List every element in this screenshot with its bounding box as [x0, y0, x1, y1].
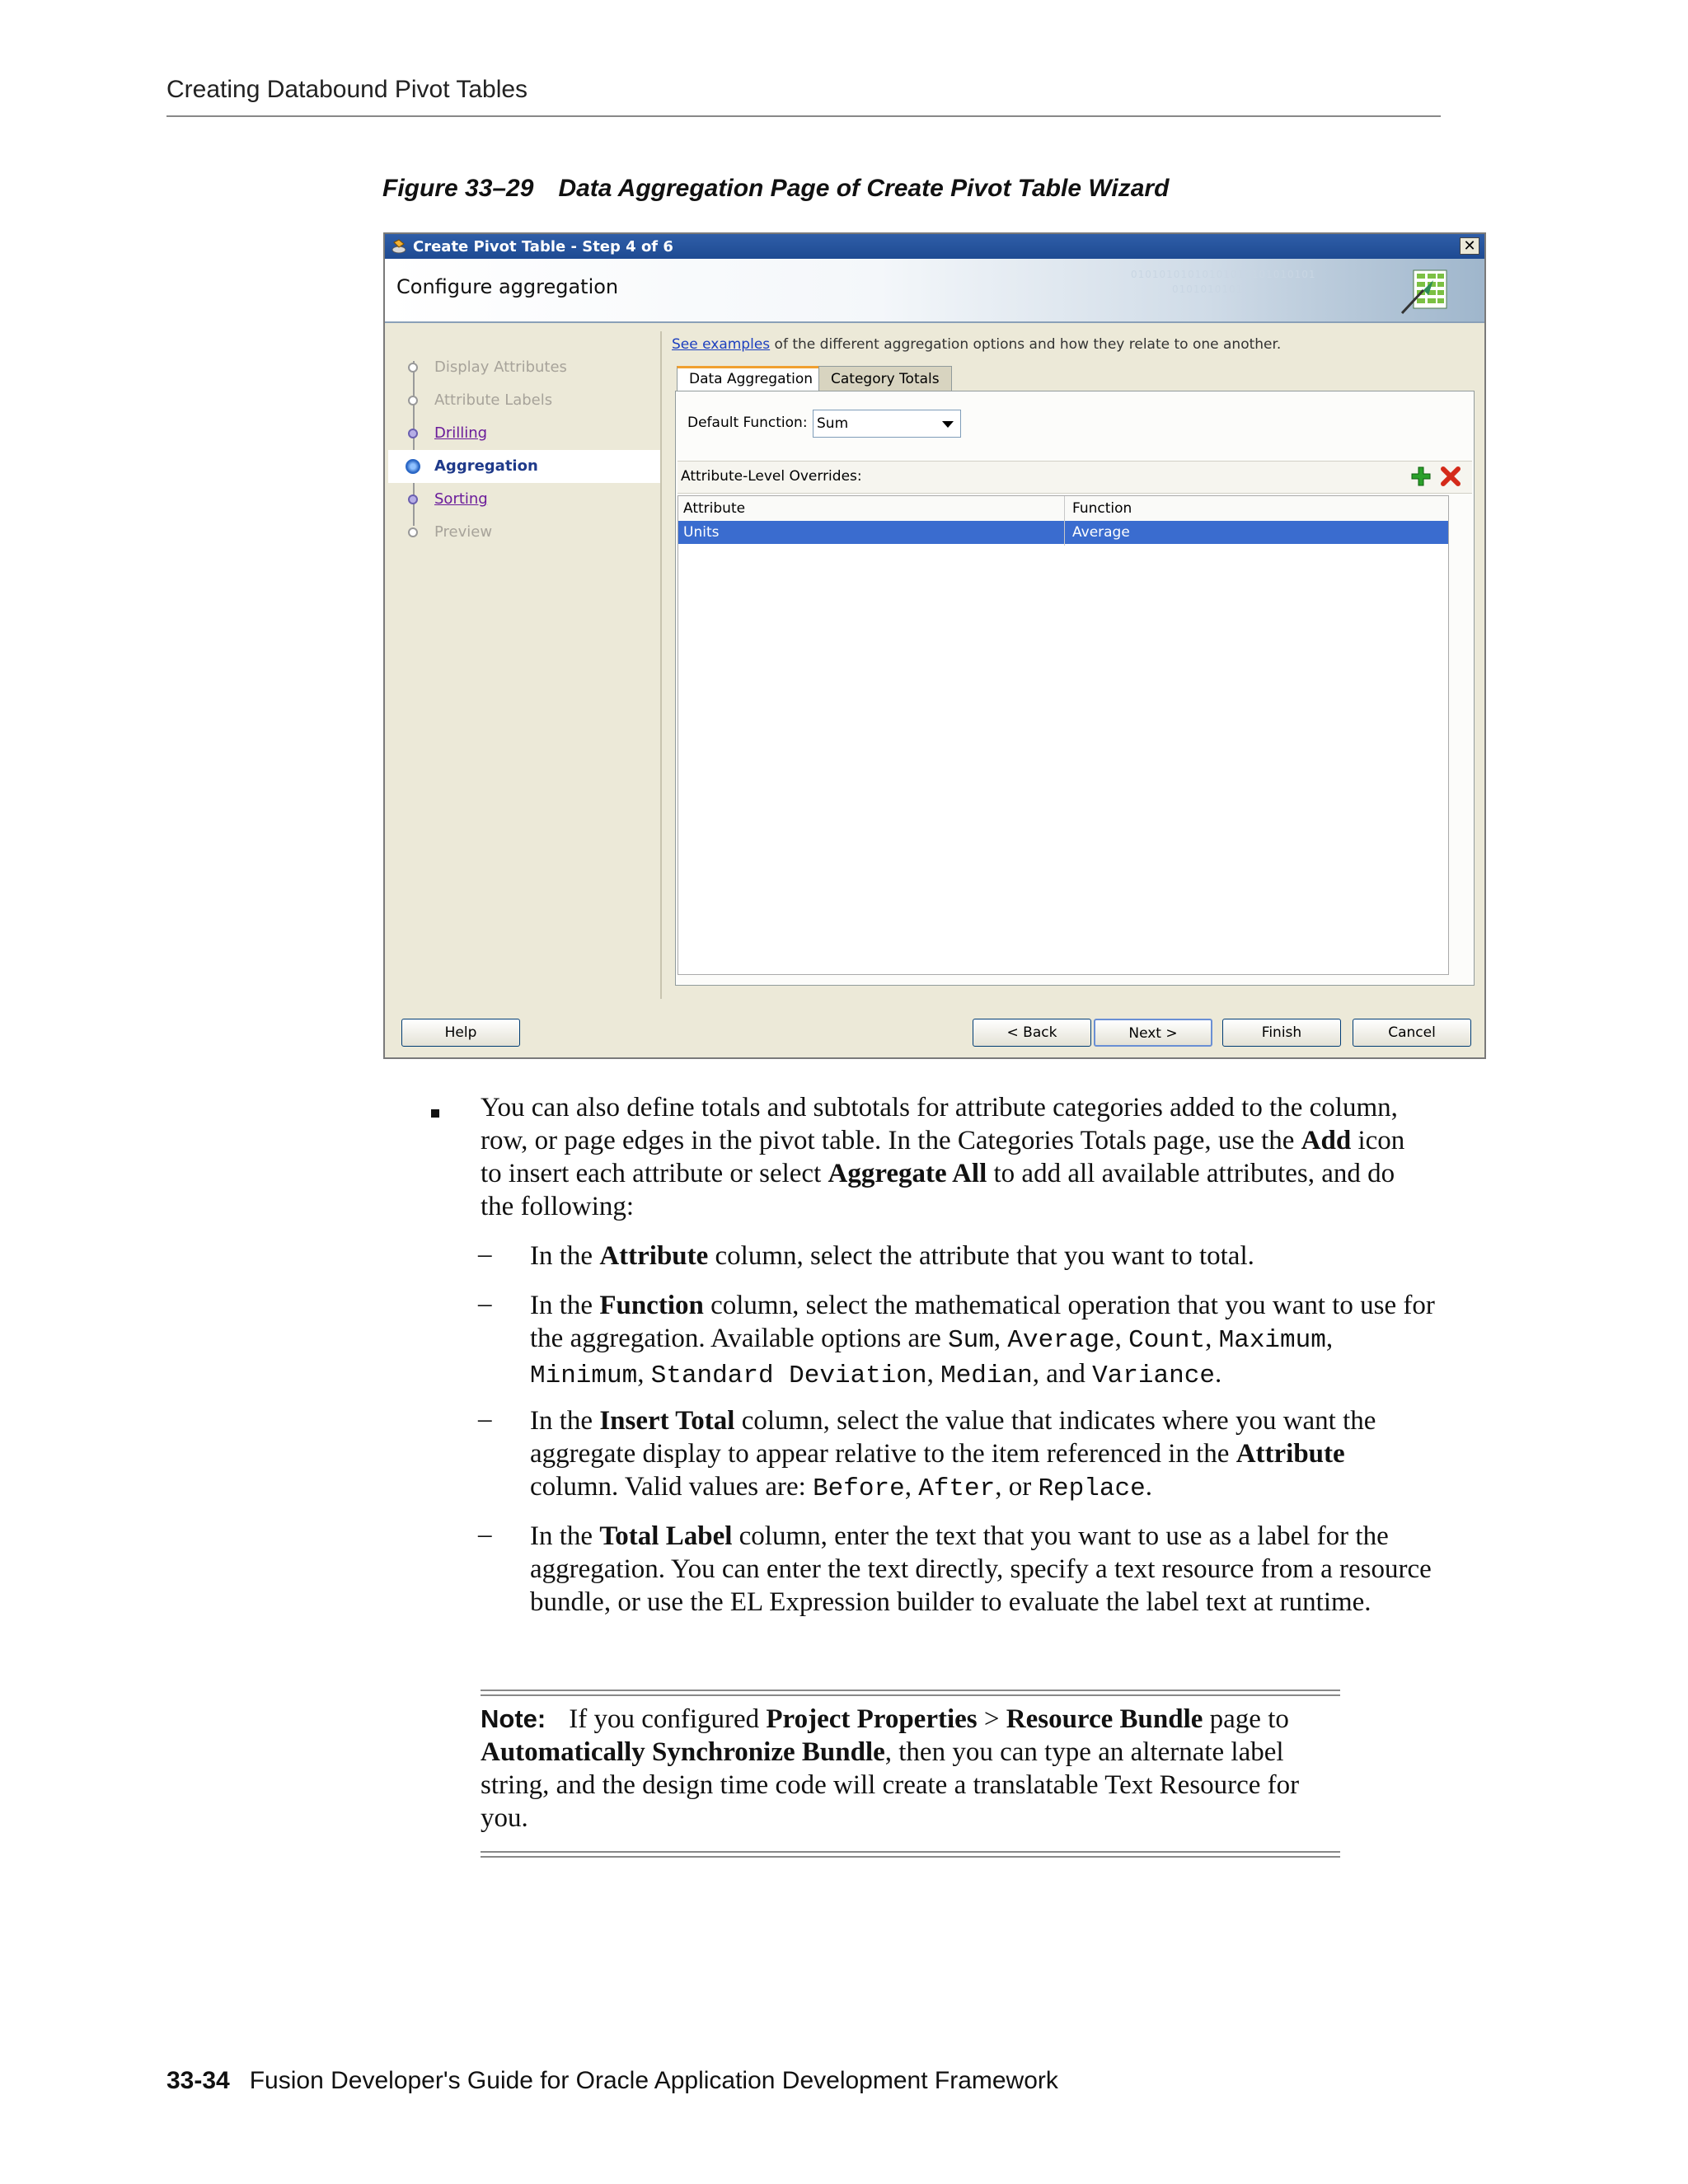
- bold-term: Function: [599, 1291, 704, 1320]
- cell-attribute[interactable]: Units: [683, 524, 720, 541]
- default-function-value: Sum: [817, 415, 849, 432]
- note-label: Note:: [481, 1704, 546, 1733]
- cell-function[interactable]: Average: [1072, 524, 1130, 541]
- text: ,: [904, 1472, 919, 1502]
- back-button[interactable]: < Back: [973, 1019, 1091, 1047]
- step-preview: [388, 516, 660, 549]
- sub-item-total-label: [530, 1520, 1437, 1619]
- step-dot: [408, 396, 418, 405]
- delete-icon[interactable]: [1439, 465, 1462, 488]
- finish-button[interactable]: Finish: [1222, 1019, 1341, 1047]
- note-rule-bottom-2: [481, 1856, 1340, 1858]
- step-label[interactable]: Sorting: [434, 490, 488, 508]
- help-button[interactable]: Help: [401, 1019, 520, 1047]
- bold-term: Attribute: [599, 1241, 709, 1271]
- step-label: Display Attributes: [434, 359, 567, 376]
- text: You can also define totals and subtotals for attribute categories added to the column, row, or page edges in the pivot table. In the Categories Totals page, use the: [481, 1093, 1398, 1155]
- note-box: [481, 1703, 1340, 1835]
- bold-term: Attribute: [1236, 1439, 1345, 1469]
- column-header-attribute[interactable]: Attribute: [683, 500, 746, 517]
- page-number: 33-34: [166, 2067, 230, 2094]
- code-term: After: [918, 1474, 996, 1503]
- step-dot: [408, 429, 418, 438]
- default-function-select[interactable]: [813, 410, 961, 438]
- step-dot: [408, 363, 418, 373]
- code-term: Count: [1128, 1326, 1206, 1355]
- overrides-label: Attribute-Level Overrides:: [681, 468, 862, 485]
- wizard-banner: [385, 259, 1484, 323]
- code-term: Replace: [1038, 1474, 1146, 1503]
- book-title: Fusion Developer's Guide for Oracle Application Development Framework: [249, 2067, 1058, 2094]
- default-function-label: Default Function:: [687, 415, 808, 431]
- banner-binary-decoration-2: 0101010101: [1172, 284, 1244, 295]
- text: column, enter the text that you want to use as a label for the aggregation. You can enter the text directly, specify a text resource from a resource bundle, or use the EL Expression builder to evaluate the label text at runtime.: [530, 1521, 1432, 1617]
- wizard-content: [668, 331, 1481, 999]
- text: If you configured: [569, 1704, 767, 1734]
- bold-term: Automatically Synchronize Bundle: [481, 1737, 885, 1767]
- text: ,: [637, 1359, 651, 1389]
- bold-term: Project Properties: [766, 1704, 978, 1734]
- table-header: [678, 496, 1448, 522]
- text: In the: [530, 1241, 600, 1271]
- bold-term: Resource Bundle: [1006, 1704, 1203, 1734]
- examples-line: [672, 336, 1281, 353]
- code-term: Median: [940, 1361, 1033, 1390]
- cancel-button[interactable]: Cancel: [1353, 1019, 1471, 1047]
- step-dot: [408, 494, 418, 504]
- dialog-titlebar: [385, 234, 1484, 259]
- figure-caption: [382, 175, 1169, 203]
- sub-item-attribute: [530, 1240, 1437, 1272]
- code-term: Variance: [1092, 1361, 1215, 1390]
- step-dot: [408, 527, 418, 537]
- text: ,: [1325, 1324, 1334, 1353]
- bold-term: Total Label: [599, 1521, 733, 1551]
- examples-description: of the different aggregation options and how they relate to one another.: [770, 336, 1282, 353]
- add-icon[interactable]: [1409, 465, 1432, 488]
- code-term: Minimum: [530, 1361, 638, 1390]
- chevron-down-icon[interactable]: [942, 421, 954, 428]
- overrides-header: [678, 461, 1472, 494]
- text: , or: [995, 1472, 1039, 1502]
- code-term: Standard Deviation: [650, 1361, 927, 1390]
- bullet-paragraph: [481, 1091, 1420, 1223]
- bold-term: Aggregate All: [828, 1159, 987, 1188]
- step-display-attributes: [388, 351, 660, 384]
- header-rule: [166, 115, 1441, 117]
- note-rule-top: [481, 1690, 1340, 1691]
- code-term: Maximum: [1218, 1326, 1326, 1355]
- create-pivot-table-dialog: [383, 232, 1486, 1059]
- bold-term: Insert Total: [599, 1406, 735, 1436]
- step-drilling[interactable]: [388, 417, 660, 450]
- column-divider: [1064, 496, 1065, 546]
- step-label: Attribute Labels: [434, 391, 553, 409]
- text: In the: [530, 1291, 600, 1320]
- jdeveloper-cup-icon: [390, 237, 408, 255]
- dash-marker: –: [478, 1289, 492, 1319]
- text: column, select the attribute that you want to total.: [708, 1241, 1254, 1271]
- dash-marker: –: [478, 1404, 492, 1434]
- next-button[interactable]: Next >: [1094, 1019, 1212, 1047]
- note-rule-bottom: [481, 1851, 1340, 1853]
- figure-title: Data Aggregation Page of Create Pivot Table Wizard: [558, 175, 1170, 202]
- text: .: [1214, 1359, 1222, 1389]
- text: >: [977, 1704, 1006, 1734]
- text: icon to insert each attribute or select: [481, 1126, 1405, 1188]
- step-label: Aggregation: [434, 457, 538, 475]
- dash-marker: –: [478, 1520, 492, 1549]
- banner-binary-decoration: 01010101010101010101010101: [1131, 269, 1316, 280]
- sub-item-function: [530, 1289, 1437, 1393]
- text: .: [1145, 1472, 1152, 1502]
- figure-number: Figure 33–29: [382, 175, 534, 202]
- step-aggregation[interactable]: [388, 450, 660, 483]
- code-term: Before: [813, 1474, 905, 1503]
- text: ,: [1114, 1324, 1129, 1353]
- table-row[interactable]: [678, 521, 1448, 544]
- text: ,: [1205, 1324, 1219, 1353]
- text: to add all available attributes, and do the following:: [481, 1159, 1395, 1221]
- code-term: Average: [1007, 1326, 1115, 1355]
- text: , and: [1032, 1359, 1093, 1389]
- text: page to: [1203, 1704, 1289, 1734]
- current-step-icon: [406, 459, 420, 474]
- bullet-marker: [431, 1109, 439, 1118]
- text: , then you can type an alternate label string, and the design time code will create a translatable Text Resource for you.: [481, 1737, 1300, 1833]
- text: column. Valid values are:: [530, 1472, 814, 1502]
- page-footer: [166, 2067, 1058, 2095]
- text: In the: [530, 1406, 600, 1436]
- note-rule-top-2: [481, 1694, 1340, 1696]
- data-aggregation-panel: [675, 391, 1475, 986]
- step-sorting[interactable]: [388, 483, 660, 516]
- dash-marker: –: [478, 1240, 492, 1269]
- text: ,: [993, 1324, 1008, 1353]
- wizard-steps-panel: [388, 331, 662, 999]
- text: column, select the mathematical operation that you want to use for the aggregation. Available options are: [530, 1291, 1435, 1353]
- step-attribute-labels: [388, 384, 660, 417]
- column-header-function[interactable]: Function: [1072, 500, 1132, 517]
- banner-title: Configure aggregation: [396, 275, 619, 298]
- running-header: Creating Databound Pivot Tables: [166, 76, 528, 103]
- code-term: Sum: [948, 1326, 994, 1355]
- bold-term: Add: [1301, 1126, 1352, 1155]
- text: column, select the value that indicates where you want the aggregate display to appear relative to the item referenced in the: [530, 1406, 1376, 1469]
- pivot-table-wizard-icon: [1399, 265, 1453, 316]
- close-icon[interactable]: ✕: [1460, 237, 1479, 255]
- step-label[interactable]: Drilling: [434, 424, 488, 442]
- sub-item-insert-total: [530, 1404, 1437, 1506]
- see-examples-link[interactable]: See examples: [672, 336, 771, 353]
- overrides-table: [678, 495, 1449, 975]
- tab-data-aggregation[interactable]: Data Aggregation: [677, 366, 825, 391]
- text: In the: [530, 1521, 600, 1551]
- tab-category-totals[interactable]: Category Totals: [818, 366, 952, 391]
- step-label: Preview: [434, 523, 493, 541]
- dialog-title: Create Pivot Table - Step 4 of 6: [413, 237, 673, 255]
- text: ,: [926, 1359, 941, 1389]
